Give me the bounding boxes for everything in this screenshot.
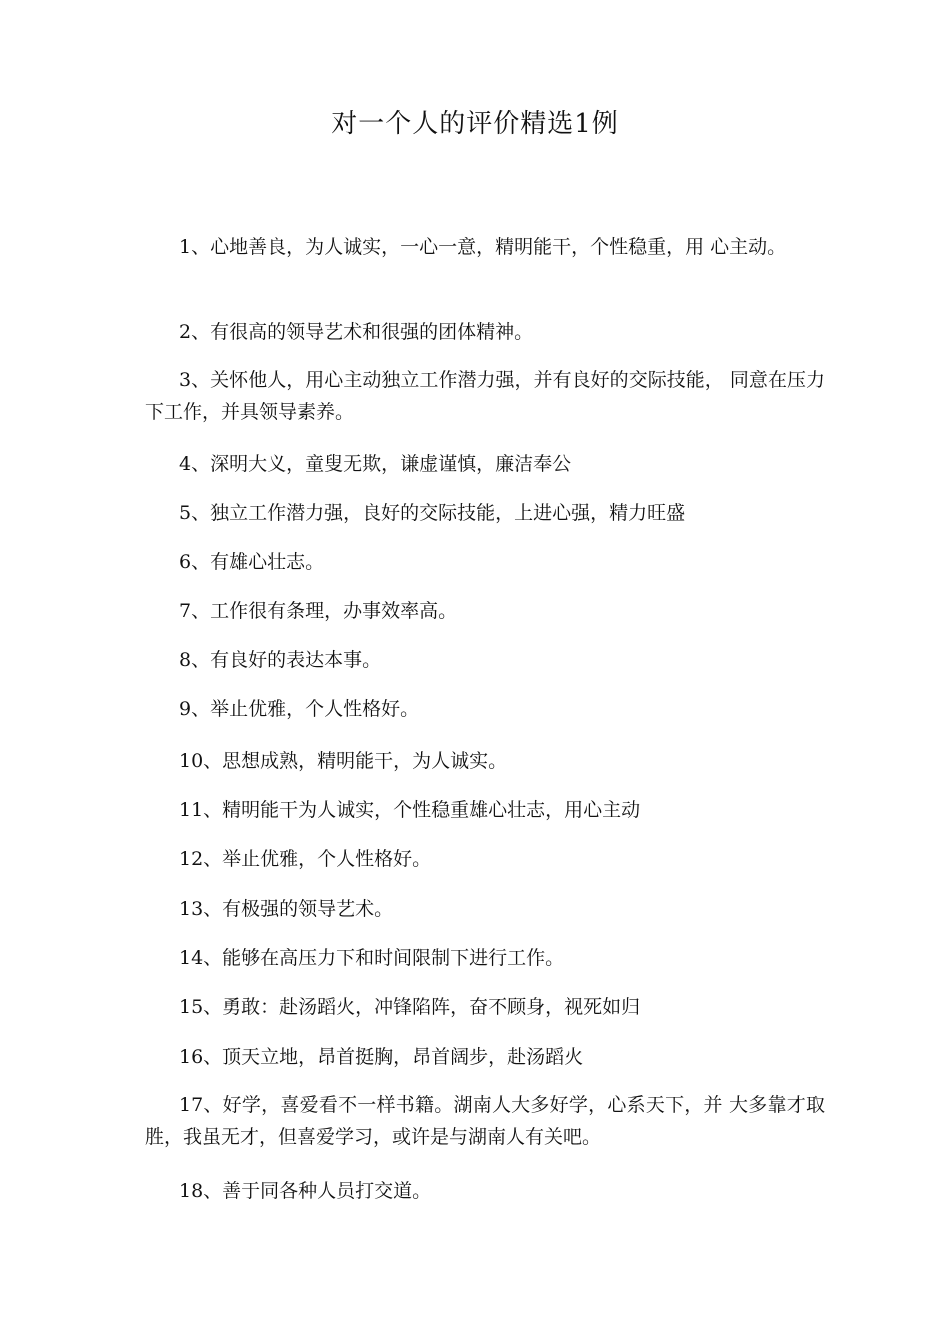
list-item-15: 15、勇敢：赴汤蹈火，冲锋陷阵，奋不顾身，视死如归 [179, 996, 641, 1018]
list-item-14: 14、能够在高压力下和时间限制下进行工作。 [179, 947, 565, 969]
document-title: 对一个人的评价精选1例 [331, 109, 619, 139]
list-item-12: 12、举止优雅，个人性格好。 [179, 848, 432, 870]
list-item-8: 8、有良好的表达本事。 [179, 649, 382, 671]
list-item-11: 11、精明能干为人诚实，个性稳重雄心壮志，用心主动 [179, 799, 641, 821]
list-item-6: 6、有雄心壮志。 [179, 551, 325, 573]
list-item-2: 2、有很高的领导艺术和很强的团体精神。 [179, 321, 534, 343]
list-item-1: 1、心地善良，为人诚实，一心一意，精明能干，个性稳重，用 心主动。 [179, 236, 787, 258]
list-item-9: 9、举止优雅，个人性格好。 [179, 698, 420, 720]
list-item-5: 5、独立工作潜力强，良好的交际技能，上进心强，精力旺盛 [179, 502, 686, 524]
list-item-10: 10、思想成熟，精明能干，为人诚实。 [179, 750, 508, 772]
list-item-4: 4、深明大义，童叟无欺，谦虚谨慎，廉洁奉公 [179, 453, 572, 475]
list-item-18: 18、善于同各种人员打交道。 [179, 1180, 432, 1202]
list-item-13: 13、有极强的领导艺术。 [179, 898, 394, 920]
list-item-17: 17、好学，喜爱看不一样书籍。湖南人大多好学，心系天下，并 大多靠才取胜，我虽无才，但喜爱学习，或许是与湖南人有关吧。 [145, 1094, 825, 1148]
list-item-16: 16、顶天立地，昂首挺胸，昂首阔步，赴汤蹈火 [179, 1046, 584, 1068]
list-item-7: 7、工作很有条理，办事效率高。 [179, 600, 458, 622]
list-item-3: 3、关怀他人，用心主动独立工作潜力强，并有良好的交际技能， 同意在压力下工作，并具领导素养。 [145, 369, 825, 423]
